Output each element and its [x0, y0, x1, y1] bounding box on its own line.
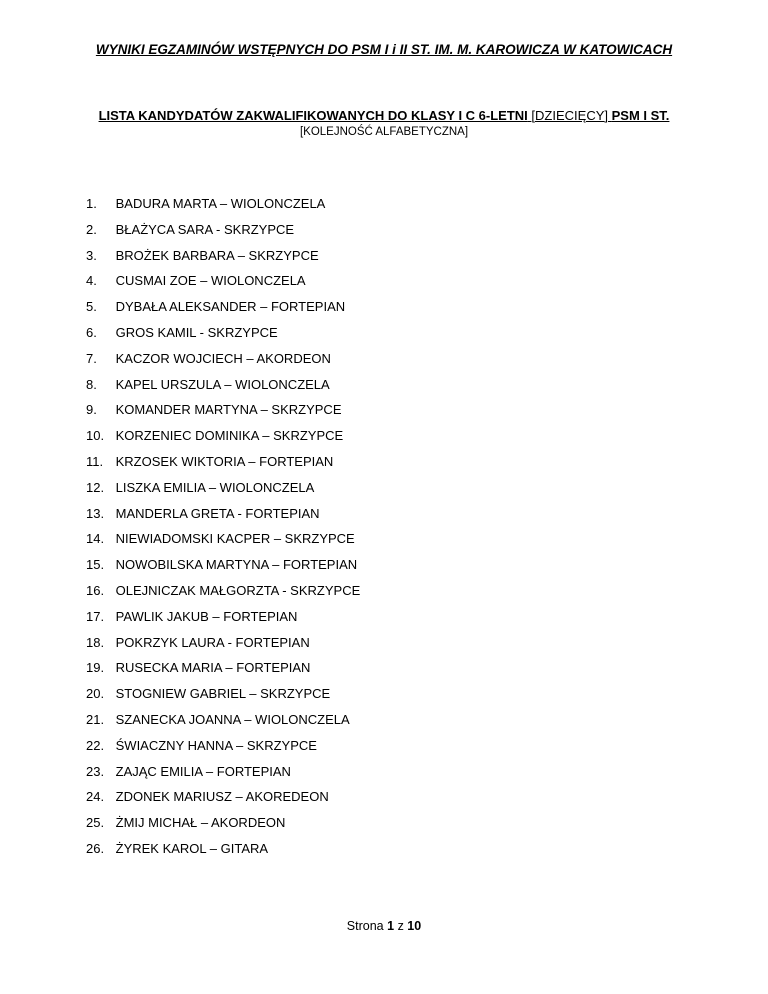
list-item-text: BADURA MARTA – WIOLONCZELA: [115, 196, 326, 211]
list-item-text: STOGNIEW GABRIEL – SKRZYPCE: [115, 686, 331, 702]
list-item: [86, 272, 360, 298]
list-item-number: 20.: [86, 686, 105, 702]
list-item-text: ŻMIJ MICHAŁ – AKORDEON: [115, 815, 286, 831]
list-item-number: 24.: [86, 789, 105, 805]
list-item-number: 7.: [86, 350, 97, 366]
list-item-text: KOMANDER MARTYNA – SKRZYPCE: [115, 402, 342, 418]
list-title: [0, 108, 768, 123]
list-item-number: 6.: [86, 324, 97, 340]
list-item-number: 21.: [86, 711, 105, 727]
list-item-text: PAWLIK JAKUB – FORTEPIAN: [115, 608, 298, 624]
list-title-school: PSM I ST.: [611, 108, 670, 123]
list-item-number: 25.: [86, 815, 105, 831]
list-item-number: 9.: [86, 402, 97, 418]
list-item: [86, 608, 360, 634]
list-item-text: KACZOR WOJCIECH – AKORDEON: [115, 350, 331, 366]
list-item-number: 3.: [86, 247, 97, 263]
list-item: [86, 221, 360, 247]
list-item-number: 23.: [86, 763, 105, 779]
list-item-number: 16.: [86, 582, 105, 598]
page-label: Strona: [346, 919, 384, 933]
list-item-text: KAPEL URSZULA – WIOLONCZELA: [115, 376, 330, 392]
list-item-number: 8.: [86, 376, 97, 392]
list-item: [86, 479, 360, 505]
list-item: [86, 530, 360, 556]
list-item-number: 15.: [86, 557, 105, 573]
list-item-number: 19.: [86, 660, 105, 676]
list-item-number: 10.: [86, 428, 105, 444]
list-item: [86, 324, 360, 350]
list-item-text: BROŻEK BARBARA – SKRZYPCE: [115, 247, 319, 263]
list-item-text: ŚWIACZNY HANNA – SKRZYPCE: [115, 737, 317, 753]
list-item: [86, 659, 360, 685]
list-item-number: 2.: [86, 221, 97, 237]
list-item: [86, 737, 360, 763]
list-item: [86, 376, 360, 402]
list-item-number: 17.: [86, 608, 105, 624]
page-footer: [0, 919, 768, 933]
list-item: [86, 685, 360, 711]
list-title-bracket: [DZIECIĘCY]: [531, 108, 608, 123]
list-item-number: 14.: [86, 531, 105, 547]
list-item: [86, 298, 360, 324]
list-item-number: 5.: [86, 299, 97, 315]
list-item: [86, 195, 360, 221]
candidate-list: [86, 195, 360, 866]
list-item: [86, 814, 360, 840]
list-item: [86, 247, 360, 273]
page-separator: z: [397, 919, 404, 933]
list-item-number: 12.: [86, 479, 105, 495]
list-item: [86, 788, 360, 814]
list-item-text: GROS KAMIL - SKRZYPCE: [115, 324, 278, 340]
list-item-text: ZDONEK MARIUSZ – AKOREDEON: [115, 789, 329, 805]
list-item: [86, 350, 360, 376]
list-item-text: NOWOBILSKA MARTYNA – FORTEPIAN: [115, 557, 358, 573]
list-item-text: MANDERLA GRETA - FORTEPIAN: [115, 505, 320, 521]
list-item-text: ŻYREK KAROL – GITARA: [115, 840, 269, 856]
list-item: [86, 763, 360, 789]
list-item-text: POKRZYK LAURA - FORTEPIAN: [115, 634, 310, 650]
list-item-text: NIEWIADOMSKI KACPER – SKRZYPCE: [115, 531, 355, 547]
list-item-number: 26.: [86, 840, 105, 856]
list-item-text: RUSECKA MARIA – FORTEPIAN: [115, 660, 311, 676]
list-item-text: CUSMAI ZOE – WIOLONCZELA: [115, 273, 306, 289]
list-item-number: 1.: [86, 196, 97, 211]
current-page-number: 1: [387, 919, 395, 933]
list-item-text: KORZENIEC DOMINIKA – SKRZYPCE: [115, 428, 344, 444]
list-item-number: 18.: [86, 634, 105, 650]
list-item-text: LISZKA EMILIA – WIOLONCZELA: [115, 479, 315, 495]
list-item: [86, 711, 360, 737]
list-subtitle: [KOLEJNOŚĆ ALFABETYCZNA]: [299, 126, 469, 138]
list-item-text: DYBAŁA ALEKSANDER – FORTEPIAN: [115, 299, 346, 315]
list-item-number: 11.: [86, 453, 104, 469]
list-item-text: ZAJĄC EMILIA – FORTEPIAN: [115, 763, 291, 779]
list-item: [86, 634, 360, 660]
list-item: [86, 427, 360, 453]
list-item-text: KRZOSEK WIKTORIA – FORTEPIAN: [115, 453, 334, 469]
list-item-text: OLEJNICZAK MAŁGORZTA - SKRZYPCE: [115, 582, 361, 598]
list-item: [86, 556, 360, 582]
list-item: [86, 840, 360, 866]
list-item: [86, 505, 360, 531]
list-item: [86, 401, 360, 427]
list-item-number: 4.: [86, 273, 97, 289]
list-item: [86, 453, 360, 479]
list-item-number: 22.: [86, 737, 105, 753]
list-item-text: BŁAŻYCA SARA - SKRZYPCE: [115, 221, 295, 237]
total-pages-number: 10: [407, 919, 422, 933]
list-item: [86, 582, 360, 608]
document-header: WYNIKI EGZAMINÓW WSTĘPNYCH DO PSM I i II ST. IM. M. KAROWICZA W KATOWICACH: [95, 42, 673, 57]
list-item-text: SZANECKA JOANNA – WIOLONCZELA: [115, 711, 350, 727]
list-title-main: LISTA KANDYDATÓW ZAKWALIFIKOWANYCH DO KLASY I C 6-LETNI: [98, 108, 528, 123]
list-item-number: 13.: [86, 505, 105, 521]
